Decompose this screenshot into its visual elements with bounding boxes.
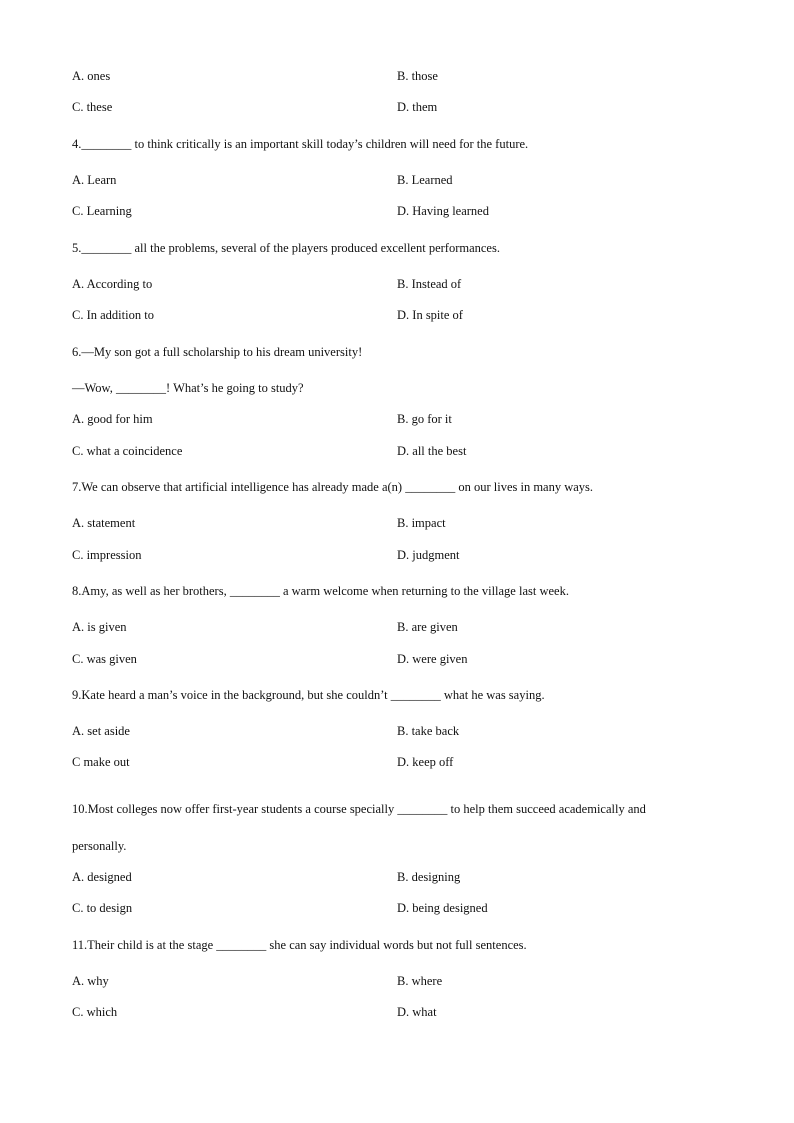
q7-option-d[interactable]: D. judgment <box>397 548 460 562</box>
q4-option-d[interactable]: D. Having learned <box>397 204 489 218</box>
q4-option-a[interactable]: A. Learn <box>72 173 117 187</box>
q11-option-a[interactable]: A. why <box>72 974 109 988</box>
q8-option-a[interactable]: A. is given <box>72 620 127 634</box>
q3-option-a[interactable]: A. ones <box>72 69 111 83</box>
q7-stem: 7.We can observe that artificial intelligence has already made a(n) ________ on our lives in many ways. <box>72 480 594 494</box>
q9-option-a[interactable]: A. set aside <box>72 724 130 738</box>
q9-option-d[interactable]: D. keep off <box>397 755 454 769</box>
q9-option-c[interactable]: C make out <box>72 755 130 769</box>
q11-option-b[interactable]: B. where <box>397 974 443 988</box>
q5-option-b[interactable]: B. Instead of <box>397 277 462 291</box>
q11-option-d[interactable]: D. what <box>397 1005 437 1019</box>
q8-stem: 8.Amy, as well as her brothers, ________ a warm welcome when returning to the village last week. <box>72 584 569 598</box>
q3-option-d[interactable]: D. them <box>397 100 438 114</box>
q5-option-a[interactable]: A. According to <box>72 277 153 291</box>
q10-option-c[interactable]: C. to design <box>72 901 133 915</box>
q4-option-c[interactable]: C. Learning <box>72 204 132 218</box>
q4-stem: 4.________ to think critically is an important skill today’s children will need for the future. <box>72 137 529 151</box>
q6-option-d[interactable]: D. all the best <box>397 444 467 458</box>
q6-reply: —Wow, ________! What’s he going to study? <box>72 381 304 395</box>
q5-option-c[interactable]: C. In addition to <box>72 308 154 322</box>
q7-option-a[interactable]: A. statement <box>72 516 136 530</box>
q10-option-d[interactable]: D. being designed <box>397 901 488 915</box>
q6-stem: 6.—My son got a full scholarship to his dream university! <box>72 345 363 359</box>
q8-option-d[interactable]: D. were given <box>397 652 468 666</box>
q9-stem: 9.Kate heard a man’s voice in the background, but she couldn’t ________ what he was saying. <box>72 688 545 702</box>
q5-option-d[interactable]: D. In spite of <box>397 308 463 322</box>
q10-option-b[interactable]: B. designing <box>397 870 461 884</box>
q7-option-b[interactable]: B. impact <box>397 516 446 530</box>
q10-stem: 10.Most colleges now offer first-year students a course specially ________ to help them succeed academically and <box>72 802 646 816</box>
q6-option-a[interactable]: A. good for him <box>72 412 153 426</box>
q11-stem: 11.Their child is at the stage ________ she can say individual words but not full sentences. <box>72 938 527 952</box>
q6-option-b[interactable]: B. go for it <box>397 412 452 426</box>
q3-option-b[interactable]: B. those <box>397 69 438 83</box>
q5-stem: 5.________ all the problems, several of the players produced excellent performances. <box>72 241 500 255</box>
q8-option-c[interactable]: C. was given <box>72 652 137 666</box>
q9-option-b[interactable]: B. take back <box>397 724 460 738</box>
q11-option-c[interactable]: C. which <box>72 1005 118 1019</box>
q4-option-b[interactable]: B. Learned <box>397 173 453 187</box>
q6-option-c[interactable]: C. what a coincidence <box>72 444 183 458</box>
q10-stem-continued: personally. <box>72 839 127 853</box>
q3-option-c[interactable]: C. these <box>72 100 113 114</box>
q8-option-b[interactable]: B. are given <box>397 620 458 634</box>
q10-option-a[interactable]: A. designed <box>72 870 132 884</box>
q7-option-c[interactable]: C. impression <box>72 548 142 562</box>
